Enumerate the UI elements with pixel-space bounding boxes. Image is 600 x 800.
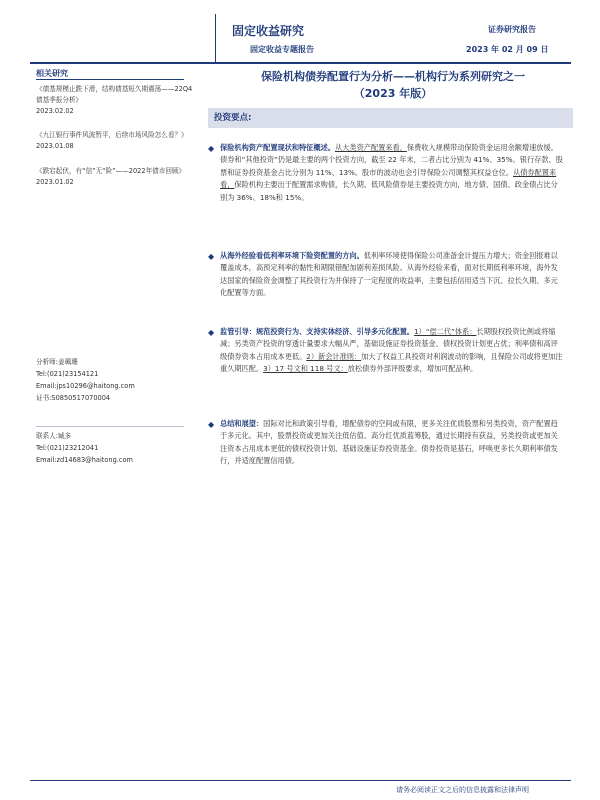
subsection-title: 固定收益专题报告 xyxy=(250,45,314,54)
disclaimer-footer: 请务必阅读正文之后的信息披露和法律声明 xyxy=(396,786,529,794)
key-point-segment: 长期股权投资比例或将缩减；另类资产投资的穿透计量要求大幅从严，基础设施证券投资基金、债权投资计划更占优；利率债和高评级债券资本占用成本更低。 xyxy=(220,327,558,361)
contact-email[interactable]: Email:zd14683@haitong.com xyxy=(36,456,133,464)
report-title xyxy=(208,68,578,102)
related-research-text: 《债基规模止跌下滑，结构债基短久期震荡——22Q4 债基季报分析》 xyxy=(36,85,193,104)
related-research-date: 2023.02.02 xyxy=(36,107,74,115)
footer-rule xyxy=(30,780,571,781)
key-point-heading: 总结和展望： xyxy=(220,419,264,428)
diamond-bullet-icon: ◆ xyxy=(208,420,215,429)
related-research-date: 2023.01.02 xyxy=(36,178,74,186)
header-divider xyxy=(215,14,216,62)
key-points-label: 投资要点: xyxy=(214,113,252,123)
report-title-line1: 保险机构债券配置行为分析——机构行为系列研究之一 xyxy=(261,70,525,83)
key-point-paragraph xyxy=(208,326,563,376)
key-point-segment: 从大类资产配置来看， xyxy=(335,143,407,152)
key-point-segment: 3）17 号文和 118 号文： xyxy=(263,364,348,374)
report-date: 2023 年 02 月 09 日 xyxy=(466,45,549,54)
diamond-bullet-icon: ◆ xyxy=(208,328,215,337)
related-research-rule xyxy=(36,79,184,80)
key-point-segment: 保费收入规模带动保险资金运用余额增速放缓。债券和“其他投资”仍是最主要的两个投资方向，截至 22 年末，二者占比分别为 41%、35%。银行存款、股票和证券投资基金占比分别为 11%、13%。股市的波动也会引导保险公司调整其权益仓位。 xyxy=(220,143,563,177)
related-research-item[interactable] xyxy=(36,166,196,188)
report-type: 证券研究报告 xyxy=(488,25,536,34)
analyst-cert: 证书:S0850517070004 xyxy=(36,394,111,402)
header-rule xyxy=(30,62,571,64)
key-point-segment: 放松债券外部评级要求，增加可配品种。 xyxy=(347,364,478,374)
key-point-paragraph xyxy=(208,418,563,468)
contact-1 xyxy=(36,430,133,466)
key-point-segment: 低利率环境使得保险公司准备金计提压力增大；资金回报难以覆盖成本，高预定利率的黏性和期限错配加剧利差损风险。从海外经验来看，面对长期低利率环境，海外发达国家的保险资金调整了其投资行为并保持了一定程度的收益率，主要包括信用适当下沉、拉长久期、多元化配置等方面。 xyxy=(220,251,558,298)
contact-label: 联系人:臧多 xyxy=(36,432,72,440)
related-research-text: 《跌宕起伏，有“信”无“险”——2022年债市回顾》 xyxy=(36,167,186,175)
key-point-segment: 1）“偿二代”体系： xyxy=(414,327,477,336)
key-point-segment: 加大了权益工具投资对利润波动的影响，且保险公司或将更加注重久期匹配。 xyxy=(220,351,563,374)
key-point-segment: 2）新会计准则： xyxy=(306,351,362,361)
related-research-text: 《九江银行事件风波暂平，后续市场风险怎么看？》 xyxy=(36,131,188,139)
related-research-item[interactable] xyxy=(36,84,196,117)
related-research-date: 2023.01.08 xyxy=(36,142,74,150)
related-research-title: 相关研究 xyxy=(36,69,68,78)
analyst-1 xyxy=(36,356,135,404)
section-title: 固定收益研究 xyxy=(232,24,305,38)
key-point-segment: 从债券配置来看， xyxy=(220,167,557,190)
related-research-item[interactable] xyxy=(36,130,196,152)
analyst-divider xyxy=(36,426,184,427)
key-point-heading: 从海外经验看低利率环境下险资配置的方向。 xyxy=(220,251,364,260)
key-point-paragraph xyxy=(208,250,563,300)
analyst-tel: Tel:(021)23154121 xyxy=(36,370,99,378)
key-point-paragraph xyxy=(208,142,563,204)
key-point-segment: 国际对比和政策引导看，增配债券的空间或有限，更多关注优质股票和另类投资，资产配置趋于多元化。其中，股票投资或更加关注低估值、高分红优质蓝筹股，通过长期持有获益，另类投资或更加关注资本占用成本更低的债权投资计划、基础设施证券投资基金。债券投资是基石，呼唤更多长久期利率债发行，并适度配置信用债。 xyxy=(220,419,558,466)
diamond-bullet-icon: ◆ xyxy=(208,144,215,153)
analyst-label: 分析师:姜珮珊 xyxy=(36,358,78,366)
analyst-email[interactable]: Email:jps10296@haitong.com xyxy=(36,382,135,390)
diamond-bullet-icon: ◆ xyxy=(208,252,215,261)
key-point-segment: 保险机构主要出于配置需求购债，长久期、低风险债券是主要投资方向，地方债、国债、政金债占比分别为 36%、18%和 15%。 xyxy=(220,180,558,202)
key-point-heading: 监管引导：规范投资行为、支持实体经济、引导多元化配置。 xyxy=(220,327,415,336)
key-point-heading: 保险机构资产配置现状和特征概述。 xyxy=(220,143,336,152)
contact-tel: Tel:(021)23212041 xyxy=(36,444,99,452)
report-title-line2: （2023 年版） xyxy=(353,87,433,100)
key-points-bar xyxy=(208,108,573,128)
